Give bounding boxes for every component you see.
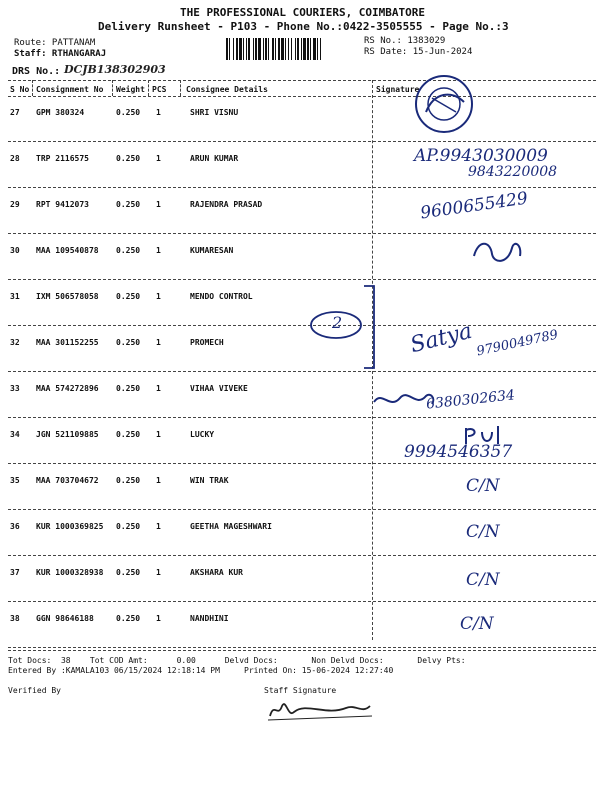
row-sno: 28 xyxy=(10,154,20,163)
row-pcs: 1 xyxy=(156,384,161,393)
col-weight: Weight xyxy=(116,85,145,94)
row-consignee: GEETHA MAGESHWARI xyxy=(190,522,272,531)
handwritten-r32a: Satya xyxy=(407,318,475,359)
row-consignee: PROMECH xyxy=(190,338,224,347)
row-sno: 35 xyxy=(10,476,20,485)
row-pcs: 1 xyxy=(156,568,161,577)
row-weight: 0.250 xyxy=(116,568,141,577)
row-sno: 33 xyxy=(10,384,20,393)
row-sno: 36 xyxy=(10,522,20,531)
row-pcs: 1 xyxy=(156,108,161,117)
row-consignment: RPT 9412073 xyxy=(36,200,89,209)
row-weight: 0.250 xyxy=(116,476,141,485)
table-row xyxy=(0,556,600,602)
row-sno: 32 xyxy=(10,338,20,347)
row-consignment: MAA 109540878 xyxy=(36,246,99,255)
col-signature: Signature xyxy=(376,85,420,94)
row-sno: 29 xyxy=(10,200,20,209)
handwritten-r28: AP.9943030009 xyxy=(414,146,548,166)
row-pcs: 1 xyxy=(156,246,161,255)
row-consignee: MENDO CONTROL xyxy=(190,292,253,301)
table-row xyxy=(0,510,600,556)
row-pcs: 1 xyxy=(156,200,161,209)
rs-no: RS No.: 1383029 xyxy=(364,36,446,46)
staff-label: Staff: RTHANGARAJ xyxy=(14,49,107,59)
row-consignment: MAA 703704672 xyxy=(36,476,99,485)
row-weight: 0.250 xyxy=(116,292,141,301)
row-consignment: JGN 521109885 xyxy=(36,430,99,439)
row-consignment: IXM 506578058 xyxy=(36,292,99,301)
row-weight: 0.250 xyxy=(116,154,141,163)
row-sno: 38 xyxy=(10,614,20,623)
row-sno: 27 xyxy=(10,108,20,117)
row-consignment: KUR 1000369825 xyxy=(36,522,104,531)
bracket-mark-icon xyxy=(360,282,380,372)
row-sno: 34 xyxy=(10,430,20,439)
row-sno: 37 xyxy=(10,568,20,577)
handwritten-r35: C/N xyxy=(466,476,500,496)
row-consignee: VIHAA VIVEKE xyxy=(190,384,248,393)
staff-signature-icon xyxy=(266,696,376,724)
col-consignee: Consignee Details xyxy=(186,85,268,94)
verified-by-label: Verified By xyxy=(8,686,61,695)
row-consignee: LUCKY xyxy=(190,430,215,439)
circled-number: 2 xyxy=(332,313,343,332)
row-consignee: ARUN KUMAR xyxy=(190,154,239,163)
handwritten-r34: 9994546357 xyxy=(404,442,513,462)
table-row xyxy=(0,96,600,142)
handwritten-r33: 6380302634 xyxy=(425,387,516,413)
row-pcs: 1 xyxy=(156,614,161,623)
row-pcs: 1 xyxy=(156,522,161,531)
row-weight: 0.250 xyxy=(116,430,141,439)
handwritten-r38: C/N xyxy=(460,614,494,634)
courier-stamp-icon xyxy=(412,72,476,136)
row-weight: 0.250 xyxy=(116,108,141,117)
rs-date: RS Date: 15-Jun-2024 xyxy=(364,47,473,57)
row-consignee: RAJENDRA PRASAD xyxy=(190,200,263,209)
handwritten-r37: C/N xyxy=(466,570,500,590)
row-weight: 0.250 xyxy=(116,246,141,255)
row-consignment: MAA 574272896 xyxy=(36,384,99,393)
row-consignee: NANDHINI xyxy=(190,614,229,623)
row-sno: 31 xyxy=(10,292,20,301)
handwritten-r36: C/N xyxy=(466,522,500,542)
company-title: THE PROFESSIONAL COURIERS, COIMBATORE xyxy=(180,6,426,19)
drs-label: DRS No.: xyxy=(12,66,61,77)
col-consignment: Consignment No xyxy=(36,85,104,94)
row-weight: 0.250 xyxy=(116,614,141,623)
row-consignee: KUMARESAN xyxy=(190,246,234,255)
col-pcs: PCS xyxy=(152,85,167,94)
row-weight: 0.250 xyxy=(116,338,141,347)
handwritten-r32b: 9790049789 xyxy=(475,327,560,360)
row-weight: 0.250 xyxy=(116,384,141,393)
signature-r30-icon xyxy=(468,236,528,268)
table-row xyxy=(0,464,600,510)
row-pcs: 1 xyxy=(156,292,161,301)
row-pcs: 1 xyxy=(156,476,161,485)
row-pcs: 1 xyxy=(156,338,161,347)
barcode-image xyxy=(226,38,356,60)
staff-signature-label: Staff Signature xyxy=(264,686,337,695)
table-row xyxy=(0,280,600,326)
row-pcs: 1 xyxy=(156,430,161,439)
row-consignee: WIN TRAK xyxy=(190,476,229,485)
runsheet-subtitle: Delivery Runsheet - P103 - Phone No.:0422-3505555 - Page No.:3 xyxy=(98,20,509,33)
table-row xyxy=(0,602,600,648)
row-consignment: TRP 2116575 xyxy=(36,154,89,163)
row-weight: 0.250 xyxy=(116,522,141,531)
row-consignment: KUR 1000328938 xyxy=(36,568,104,577)
col-sno: S No xyxy=(10,85,30,94)
footer-entered: Entered By :KAMALA103 06/15/2024 12:18:14 PM Printed On: 15-06-2024 12:27:40 xyxy=(8,666,394,675)
footer-totals: Tot Docs: 38 Tot COD Amt: 0.00 Delvd Docs: Non Delvd Docs: Delvy Pts: xyxy=(8,656,466,665)
handwritten-r29: 9600655429 xyxy=(419,188,530,224)
row-sno: 30 xyxy=(10,246,20,255)
route-label: Route: PATTANAM xyxy=(14,38,96,48)
row-consignment: MAA 301152255 xyxy=(36,338,99,347)
row-consignment: GPM 380324 xyxy=(36,108,85,117)
row-consignment: GGN 98646188 xyxy=(36,614,94,623)
row-consignee: SHRI VISNU xyxy=(190,108,239,117)
barcode-bar xyxy=(321,38,323,60)
row-weight: 0.250 xyxy=(116,200,141,209)
row-pcs: 1 xyxy=(156,154,161,163)
drs-number: DCJB138302903 xyxy=(64,63,166,76)
handwritten-r28b: 9843220008 xyxy=(468,164,558,180)
row-consignee: AKSHARA KUR xyxy=(190,568,243,577)
